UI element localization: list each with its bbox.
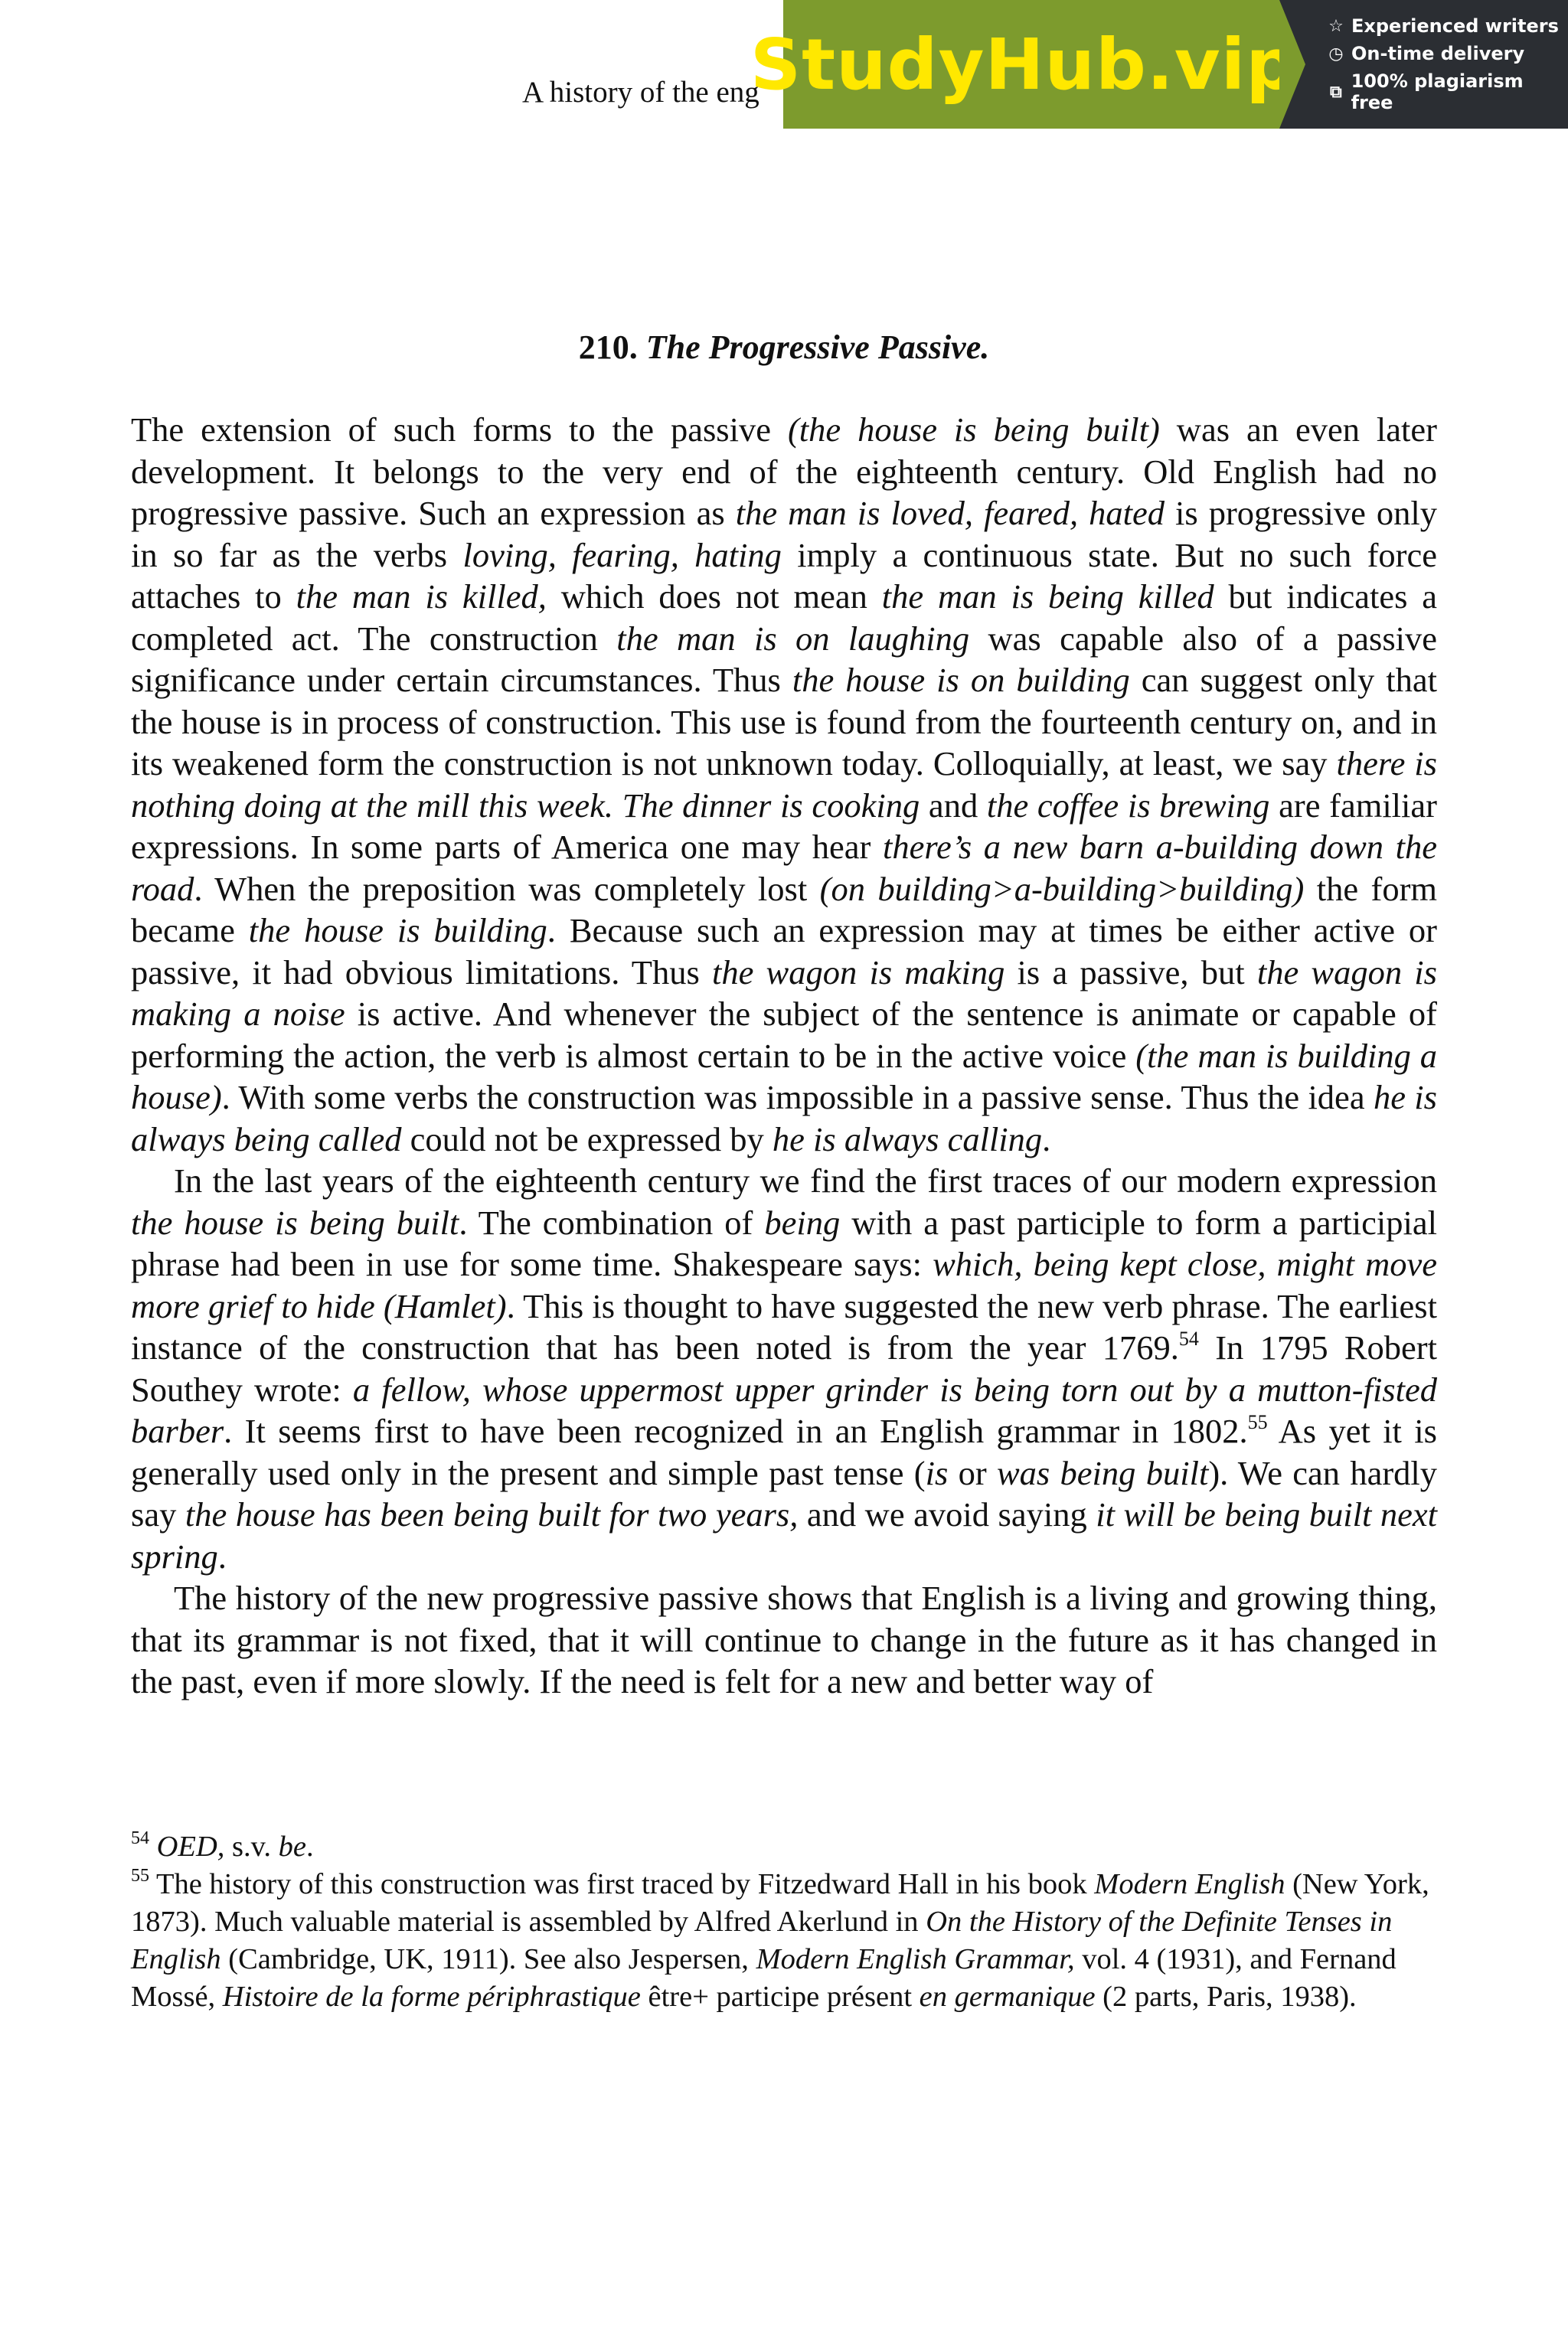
italic-text: was being built (997, 1453, 1209, 1492)
italic-text: (the house is being built) (787, 410, 1160, 449)
footnote-55 (131, 1866, 1437, 2016)
italic-text: the coffee is brewing (986, 786, 1270, 825)
italic-text: OED, (156, 1831, 225, 1863)
italic-text: it will be being built next spring (131, 1495, 1437, 1576)
italic-text: en germanique (919, 1981, 1096, 2013)
italic-text: is (925, 1453, 949, 1492)
text-run: and (920, 786, 987, 825)
paragraph (131, 1577, 1437, 1703)
italic-text: the man is killed, (296, 577, 547, 616)
text-run: but indicates a completed act. The construction (131, 577, 1438, 658)
text-run: The history of this construction was first traced by Fitzedward Hall in his book (155, 1868, 1095, 1900)
italic-text: the house has been being built for two years, (185, 1495, 799, 1534)
text-run: the form became (131, 869, 1438, 949)
text-run: imply a continuous state. But no such force attaches to (131, 535, 1437, 616)
text-run: The history of the new progressive passive shows that English is a living and growing thing, that its grammar is not fixed, that it will continue to change in the future as it has changed in the past, even if more slowly. If the need is felt for a new and better way of (131, 1579, 1437, 1700)
text-run: . When the preposition was completely lost (194, 869, 820, 908)
text-run: . It seems first to have been recognized in an English grammar in 1802. (224, 1412, 1248, 1450)
copy-icon: ⧉ (1329, 82, 1342, 102)
feature-label: 100% plagiarism free (1351, 70, 1524, 113)
feature-label: Experienced writers (1351, 15, 1559, 37)
italic-text: the house is being built (131, 1203, 459, 1242)
italic-text: the wagon is making (711, 952, 1005, 991)
italic-text: On the History of the Definite Tenses in English (131, 1906, 1393, 1975)
footnote-ref[interactable]: 55 (1247, 1411, 1268, 1433)
feature-item (1327, 70, 1568, 113)
studyhub-banner[interactable] (750, 0, 1568, 129)
text-run: As yet it is generally used only in the present and simple past tense ( (131, 1412, 1437, 1492)
footnote-54 (131, 1828, 1437, 1866)
italic-text: loving, fearing, hating (462, 535, 782, 574)
feature-item (1327, 15, 1568, 37)
text-run: vol. 4 (1931), and Fernand Mossé, (131, 1943, 1396, 2013)
text-run: which does not mean (546, 577, 882, 616)
banner-features (1279, 0, 1568, 129)
section-heading (0, 328, 1568, 367)
feature-item (1327, 43, 1568, 64)
body-text (131, 409, 1437, 1703)
italic-text: the house is building (248, 911, 547, 949)
studyhub-logo[interactable]: StudyHub.vip (750, 23, 1298, 106)
banner-logo-panel[interactable] (750, 0, 1298, 129)
text-run: was capable also of a passive significance under certain circumstances. Thus (131, 619, 1438, 699)
text-run: with a past participle to form a participial phrase had been in use for some time. Shakespeare says: (131, 1203, 1437, 1283)
italic-text: there’s a new barn a-building down the road (131, 828, 1437, 908)
running-header: A history of the eng (522, 76, 760, 109)
text-run: (Cambridge, UK, 1911). See also Jespersen, (220, 1943, 756, 1975)
text-run: être+ participe présent (640, 1981, 920, 2013)
italic-text: being (764, 1203, 841, 1242)
text-run: . With some verbs the construction was impossible in a passive sense. Thus the idea (221, 1078, 1374, 1116)
italic-text: the house is on building (792, 661, 1130, 699)
text-run: In the last years of the eighteenth century we find the first traces of our modern expression (174, 1161, 1437, 1200)
italic-text: Modern English (1094, 1868, 1285, 1900)
text-run: (2 parts, Paris, 1938). (1095, 1981, 1357, 2013)
paragraph (131, 1160, 1437, 1577)
clock-icon: ◷ (1328, 44, 1344, 64)
text-run: was an even later development. It belongs to the very end of the eighteenth century. Old English had no progressive passive. Such an expression as (131, 410, 1437, 532)
text-run: can suggest only that the house is in process of construction. This use is found from the fourteenth century on, and in its weakened form the construction is not unknown today. Colloquially, at least, we say (131, 661, 1437, 782)
feature-label: On-time delivery (1351, 43, 1525, 64)
italic-text: the man is on laughing (616, 619, 970, 658)
section-number: 210. (578, 328, 638, 366)
text-run: or (948, 1453, 997, 1492)
italic-text: (the man is building a house) (131, 1036, 1438, 1116)
text-run: and we avoid saying (798, 1495, 1096, 1534)
text-run: The extension of such forms to the passive (131, 410, 788, 449)
text-run: . This is thought to have suggested the new verb phrase. The earliest instance of the construction that has been noted is from the year 1769. (131, 1286, 1437, 1367)
paragraph (131, 409, 1437, 1160)
text-run: is a passive, but (1004, 952, 1257, 991)
footnote-ref[interactable]: 54 (1178, 1328, 1199, 1350)
text-run: is progressive only in so far as the verbs (131, 494, 1438, 574)
star-outline-icon: ☆ (1328, 16, 1344, 36)
text-run: . Because such an expression may at times be either active or passive, it had obvious limitations. Thus (131, 911, 1437, 991)
text-run: . The combination of (459, 1203, 765, 1242)
text-run: . (1042, 1119, 1051, 1158)
footnote-ref: 55 (131, 1866, 149, 1886)
text-run: In 1795 Robert Southey wrote: (131, 1328, 1437, 1409)
text-run: . (305, 1831, 314, 1863)
text-run: . (217, 1537, 227, 1576)
italic-text: the man is loved, feared, hated (735, 494, 1165, 532)
footnotes (131, 1828, 1437, 2016)
italic-text: he is always calling (772, 1119, 1043, 1158)
text-run: is active. And whenever the subject of the sentence is animate or capable of performing the action, the verb is almost certain to be in the active voice (131, 995, 1437, 1075)
text-run: ). We can hardly say (131, 1453, 1438, 1534)
italic-text: Modern English Grammar, (756, 1943, 1075, 1975)
italic-text: he is always being called (131, 1078, 1437, 1158)
italic-text: (on building>a-building>building) (819, 869, 1305, 908)
footnote-ref: 54 (131, 1828, 149, 1848)
italic-text: a fellow, whose uppermost upper grinder is being torn out by a mutton-fisted barber (131, 1370, 1437, 1450)
text-run: (New York, 1873). Much valuable material is assembled by Alfred Akerlund in (131, 1868, 1429, 1938)
italic-text: the wagon is making a noise (131, 952, 1437, 1033)
text-run: could not be expressed by (401, 1119, 773, 1158)
italic-text: which, being kept close, might move more grief to hide (Hamlet) (131, 1245, 1437, 1325)
section-title: The Progressive Passive. (645, 328, 990, 366)
text-run: are familiar expressions. In some parts of America one may hear (131, 786, 1437, 866)
italic-text: the man is being killed (881, 577, 1214, 616)
text-run: s.v. (224, 1831, 279, 1863)
italic-text: there is nothing doing at the mill this week. The dinner is cooking (131, 744, 1437, 825)
italic-text: Histoire de la forme périphrastique (222, 1981, 641, 2013)
italic-text: be (278, 1831, 306, 1863)
